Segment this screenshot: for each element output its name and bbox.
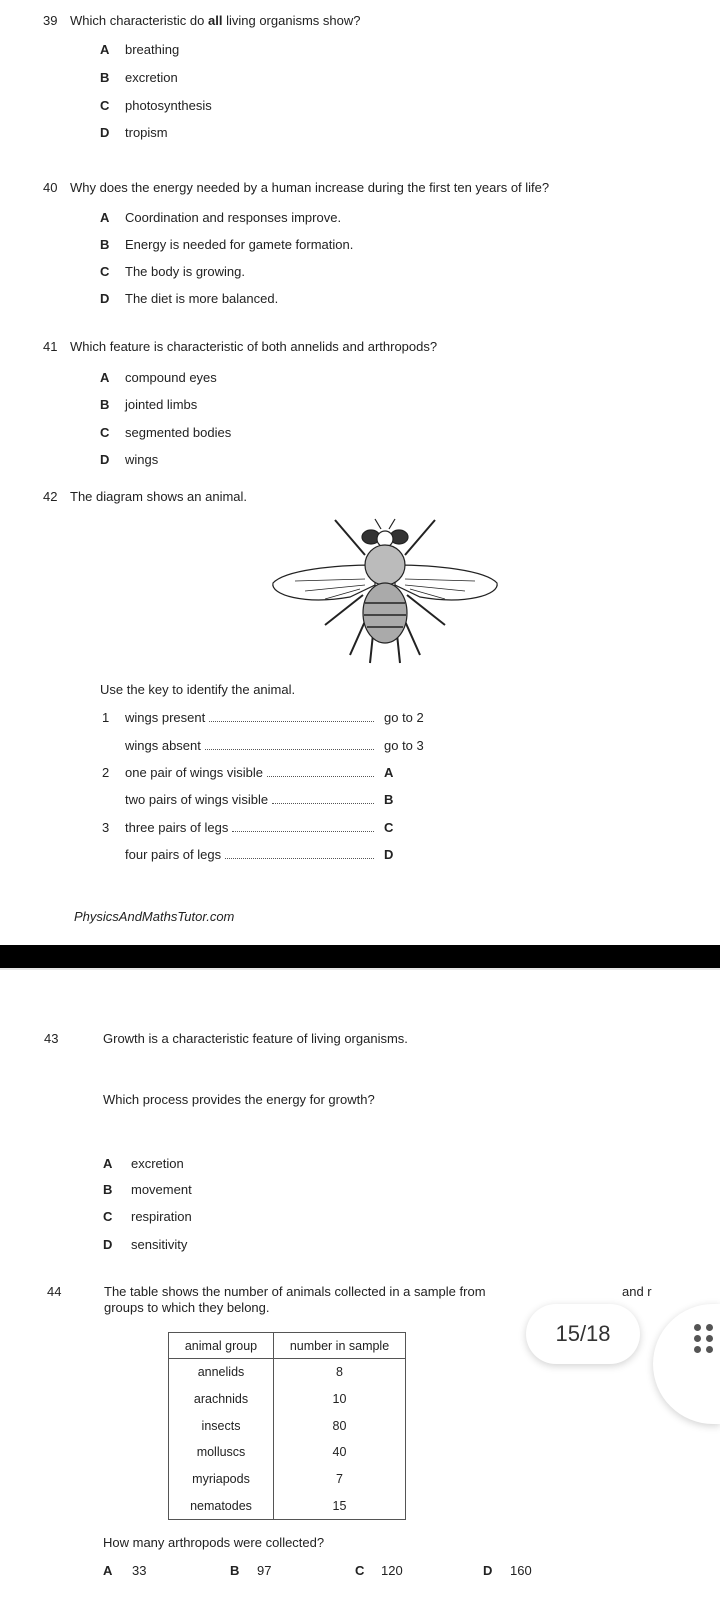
option-text: jointed limbs xyxy=(125,397,198,412)
option-letter: C xyxy=(100,425,110,440)
question-text: Growth is a characteristic feature of living organisms. xyxy=(103,1031,408,1046)
key-result: D xyxy=(384,847,394,862)
table-header-row xyxy=(169,1333,406,1359)
table-cell: arachnids xyxy=(169,1386,274,1413)
key-row xyxy=(102,792,432,808)
key-result: go to 3 xyxy=(384,738,424,753)
key-step: 2 xyxy=(102,765,110,780)
question-number: 41 xyxy=(43,339,58,354)
key-row xyxy=(102,847,432,863)
question-number: 43 xyxy=(44,1031,59,1046)
question-number: 42 xyxy=(43,489,58,504)
table-cell: myriapods xyxy=(169,1466,274,1493)
option-letter: C xyxy=(100,98,110,113)
key-leader-line xyxy=(209,710,374,722)
table-cell: 8 xyxy=(274,1359,406,1386)
option-letter: D xyxy=(100,125,110,140)
option-letter: D xyxy=(100,291,110,306)
question-text xyxy=(70,13,360,29)
question-text-part: Which characteristic do xyxy=(70,13,208,28)
key-leader-line xyxy=(205,738,374,750)
question-text-part: living organisms show? xyxy=(222,13,361,28)
question-subtext: Which process provides the energy for growth? xyxy=(103,1092,375,1107)
table-row xyxy=(169,1386,406,1413)
option-text: segmented bodies xyxy=(125,425,232,440)
page-break xyxy=(0,945,720,968)
table-row xyxy=(169,1412,406,1439)
page-divider xyxy=(0,968,720,970)
question-text: Which feature is characteristic of both annelids and arthropods? xyxy=(70,339,438,354)
footer-watermark: PhysicsAndMathsTutor.com xyxy=(74,909,235,924)
key-text: wings absent xyxy=(125,738,201,753)
key-result: go to 2 xyxy=(384,710,424,725)
key-row xyxy=(102,738,432,754)
option-letter: A xyxy=(100,210,110,225)
option-letter: D xyxy=(103,1237,113,1252)
key-result: B xyxy=(384,792,394,807)
table-cell: insects xyxy=(169,1412,274,1439)
option-text: respiration xyxy=(131,1209,192,1224)
key-step: 1 xyxy=(102,710,110,725)
key-row xyxy=(102,710,432,726)
option-text: photosynthesis xyxy=(125,98,212,113)
menu-button[interactable] xyxy=(653,1304,720,1424)
question-number: 39 xyxy=(43,13,58,28)
table-cell: annelids xyxy=(169,1359,274,1386)
key-row xyxy=(102,820,432,836)
option-letter: B xyxy=(100,397,110,412)
fly-diagram xyxy=(265,515,505,665)
option-text: Coordination and responses improve. xyxy=(125,210,342,225)
table-cell: 15 xyxy=(274,1492,406,1519)
option-text: 160 xyxy=(510,1563,532,1578)
question-text-line2: groups to which they belong. xyxy=(104,1300,270,1315)
grid-dots-icon[interactable] xyxy=(694,1324,714,1353)
animal-table xyxy=(168,1332,406,1520)
table-header: number in sample xyxy=(274,1333,406,1359)
table-cell: molluscs xyxy=(169,1439,274,1466)
key-step: 3 xyxy=(102,820,110,835)
table-row xyxy=(169,1359,406,1386)
option-letter: A xyxy=(100,42,110,57)
key-text: wings present xyxy=(125,710,206,725)
question-text-emphasis: all xyxy=(208,13,223,28)
key-instruction: Use the key to identify the animal. xyxy=(100,682,296,697)
table-cell: 40 xyxy=(274,1439,406,1466)
question-number: 40 xyxy=(43,180,58,195)
table-row xyxy=(169,1492,406,1519)
option-text: Energy is needed for gamete formation. xyxy=(125,237,354,252)
question-subtext: How many arthropods were collected? xyxy=(103,1535,325,1550)
option-letter: B xyxy=(103,1182,113,1197)
option-text: The body is growing. xyxy=(125,264,245,279)
table-header: animal group xyxy=(169,1333,274,1359)
option-letter: B xyxy=(230,1563,240,1578)
table-row xyxy=(169,1439,406,1466)
table-cell: 10 xyxy=(274,1386,406,1413)
option-text: excretion xyxy=(125,70,178,85)
key-leader-line xyxy=(272,792,374,804)
question-text-tail: and r xyxy=(622,1284,652,1299)
key-result: C xyxy=(384,820,394,835)
option-text: sensitivity xyxy=(131,1237,188,1252)
option-letter: C xyxy=(103,1209,113,1224)
key-leader-line xyxy=(225,847,374,859)
option-letter: C xyxy=(100,264,110,279)
option-letter: A xyxy=(100,370,110,385)
option-text: The diet is more balanced. xyxy=(125,291,279,306)
option-text: excretion xyxy=(131,1156,184,1171)
key-row xyxy=(102,765,432,781)
key-text: two pairs of wings visible xyxy=(125,792,269,807)
key-text: one pair of wings visible xyxy=(125,765,264,780)
key-text: four pairs of legs xyxy=(125,847,222,862)
option-letter: B xyxy=(100,70,110,85)
table-cell: 80 xyxy=(274,1412,406,1439)
table-cell: 7 xyxy=(274,1466,406,1493)
option-letter: A xyxy=(103,1156,113,1171)
question-text: The diagram shows an animal. xyxy=(70,489,248,504)
option-text: 33 xyxy=(132,1563,147,1578)
page-indicator: 15/18 xyxy=(526,1304,640,1364)
key-text: three pairs of legs xyxy=(125,820,229,835)
option-letter: C xyxy=(355,1563,365,1578)
option-text: movement xyxy=(131,1182,192,1197)
option-text: compound eyes xyxy=(125,370,217,385)
question-text: The table shows the number of animals collected in a sample from xyxy=(104,1284,486,1299)
option-letter: B xyxy=(100,237,110,252)
option-letter: D xyxy=(483,1563,493,1578)
key-leader-line xyxy=(232,820,374,832)
key-result: A xyxy=(384,765,394,780)
question-number: 44 xyxy=(47,1284,62,1299)
question-text: Why does the energy needed by a human increase during the first ten years of life? xyxy=(70,180,550,195)
option-text: tropism xyxy=(125,125,168,140)
table-row xyxy=(169,1466,406,1493)
option-text: 120 xyxy=(381,1563,403,1578)
option-text: breathing xyxy=(125,42,180,57)
option-letter: D xyxy=(100,452,110,467)
option-text: 97 xyxy=(257,1563,272,1578)
option-letter: A xyxy=(103,1563,113,1578)
option-text: wings xyxy=(125,452,159,467)
table-cell: nematodes xyxy=(169,1492,274,1519)
key-leader-line xyxy=(267,765,374,777)
